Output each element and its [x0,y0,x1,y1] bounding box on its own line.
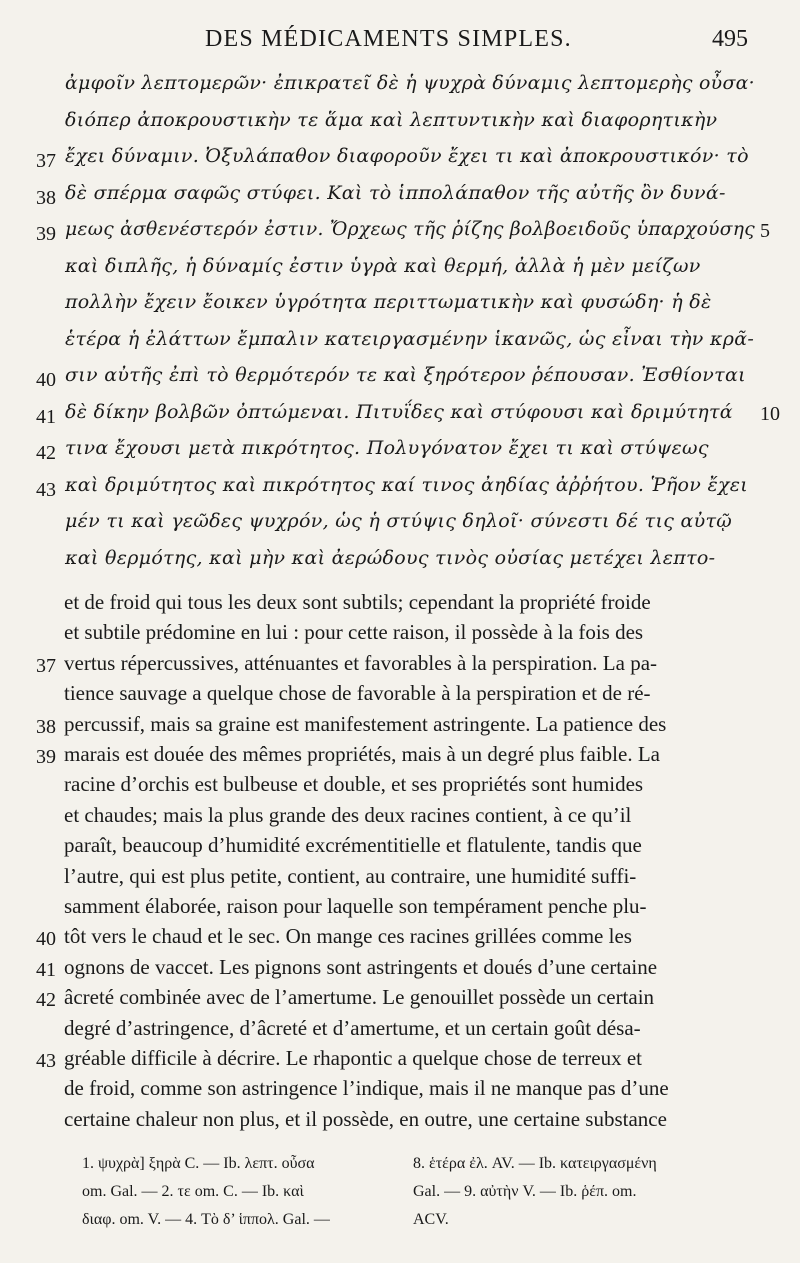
line-number-right: 10 [760,402,780,425]
greek-line-text: μέν τι καὶ γεῶδες ψυχρόν, ὡς ἡ στύψις δηλοῖ· σύνεστι δέ τις αὐτῷ [65,510,733,532]
greek-line-text: διόπερ ἀποκρουστικὴν τε ἅμα καὶ λεπτυντικὴν καὶ διαφορητικὴν [65,108,718,131]
french-line-text: racine d’orchis est bulbeuse et double, et ses propriétés sont humides [64,772,644,797]
running-title: DES MÉDICAMENTS SIMPLES. [205,26,572,52]
french-line-text: paraît, beaucoup d’humidité excrémentitielle et flatulente, tandis que [64,833,642,858]
greek-line-text: καὶ δριμύτητος καὶ πικρότητος καί τινος ἀηδίας ἀῤῥήτου. Ῥῆον ἔχει [65,473,749,496]
french-line-text: et subtile prédomine en lui : pour cette raison, il possède à la fois des [64,620,644,645]
footnote-line: 8. ἑτέρα ἐλ. AV. — Ib. κατειργασμένη [413,1155,657,1172]
page-number: 495 [712,26,748,52]
line-number-left: 39 [36,746,56,768]
french-line-text: degré d’astringence, d’âcreté et d’amertume, et un certain goût désa- [64,1015,641,1040]
french-line-text: samment élaborée, raison pour laquelle son tempérament penche plu- [64,894,647,918]
line-number-left: 37 [36,150,56,172]
greek-line-text: ἔχει δύναμιν. Ὀξυλάπαθον διαφοροῦν ἔχει τι καὶ ἀποκρουστικόν· τὸ [65,145,749,167]
line-number-right: 5 [760,220,770,242]
french-line-text: et chaudes; mais la plus grande des deux racines contient, à ce qu’il [64,802,632,827]
french-line-text: âcreté combinée avec de l’amertume. Le genouillet possède un certain [64,985,655,1010]
greek-line-text: ἑτέρα ἡ ἐλάττων ἔμπαλιν κατειργασμένην ἱκανῶς, ὡς εἶναι τὴν κρᾶ- [65,327,755,350]
line-number-left: 43 [36,478,56,501]
footnote-line: διαφ. om. V. — 4. Τὸ δ’ ἱππολ. Gal. — [82,1211,330,1228]
line-number-left: 42 [36,989,56,1012]
french-line-text: gréable difficile à décrire. Le rhapontic a quelque chose de terreux et [64,1046,642,1070]
french-line-text: et de froid qui tous les deux sont subtils; cependant la propriété froide [64,590,651,614]
line-number-left: 40 [36,369,56,391]
footnote-line: 1. ψυχρὰ] ξηρὰ C. — Ib. λεπτ. οὖσα [82,1155,315,1172]
line-number-left: 40 [36,928,56,951]
line-number-left: 38 [36,715,56,738]
greek-line-text: ἀμφοῖν λεπτομερῶν· ἐπικρατεῖ δὲ ἡ ψυχρὰ δύναμις λεπτομερὴς οὖσα· [65,72,755,94]
greek-line-text: σιν αὐτῆς ἐπὶ τὸ θερμότερόν τε καὶ ξηρότερον ῥέπουσαν. Ἐσθίονται [65,364,746,386]
greek-line-text: δὲ δίκην βολβῶν ὀπτώμεναι. Πιτυΐδες καὶ στύφουσι καὶ δριμύτητά [65,400,733,423]
french-line-text: ognons de vaccet. Les pignons sont astringents et doués d’une certaine [64,954,658,979]
line-number-left: 41 [36,958,56,981]
french-line-text: vertus répercussives, atténuantes et favorables à la perspiration. La pa- [64,650,658,675]
french-line-text: de froid, comme son astringence l’indique, mais il ne manque pas d’une [64,1076,669,1101]
line-number-left: 38 [36,186,56,209]
line-number-left: 37 [36,654,56,677]
greek-line-text: πολλὴν ἔχειν ἔοικεν ὑγρότητα περιττωματικὴν καὶ φυσώδη· ἡ δὲ [65,291,712,313]
line-number-left: 41 [36,405,56,428]
line-number-left: 39 [36,223,56,245]
french-line-text: marais est douée des mêmes propriétés, mais à un degré plus faible. La [64,742,660,766]
footnote-line: ACV. [413,1211,449,1228]
greek-line-text: καὶ διπλῆς, ἡ δύναμίς ἐστιν ὑγρὰ καὶ θερμή, ἀλλὰ ἡ μὲν μείζων [65,254,701,277]
french-line-text: percussif, mais sa graine est manifestement astringente. La patience des [64,711,667,736]
greek-line-text: τινα ἔχουσι μετὰ πικρότητος. Πολυγόνατον ἔχει τι καὶ στύψεως [65,437,709,459]
line-number-left: 43 [36,1050,56,1072]
footnotes-left-column [82,1150,330,1234]
page-header [0,22,800,58]
greek-line-text: δὲ σπέρμα σαφῶς στύφει. Καὶ τὸ ἱππολάπαθον τῆς αὐτῆς ὂν δυνά- [65,181,726,204]
french-line-text: certaine chaleur non plus, et il possède, en outre, une certaine substance [64,1106,667,1131]
french-line-text: l’autre, qui est plus petite, contient, au contraire, une humidité suffi- [64,863,637,888]
footnote-line: om. Gal. — 2. τε om. C. — Ib. καὶ [82,1183,304,1200]
footnote-line: Gal. — 9. αὐτὴν V. — Ib. ῥέπ. om. [413,1183,637,1200]
french-line-text: tience sauvage a quelque chose de favorable à la perspiration et de ré- [64,681,651,706]
french-line-text: tôt vers le chaud et le sec. On mange ces racines grillées comme les [64,924,632,949]
greek-line-text: καὶ θερμότης, καὶ μὴν καὶ ἀερώδους τινὸς οὐσίας μετέχει λεπτο- [65,546,716,569]
footnotes-right-column [413,1150,657,1234]
greek-line-text: μεως ἀσθενέστερόν ἐστιν. Ὄρχεως τῆς ῥίζης βολβοειδοῦς ὑπαρχούσης [65,218,755,240]
line-number-left: 42 [36,442,56,464]
